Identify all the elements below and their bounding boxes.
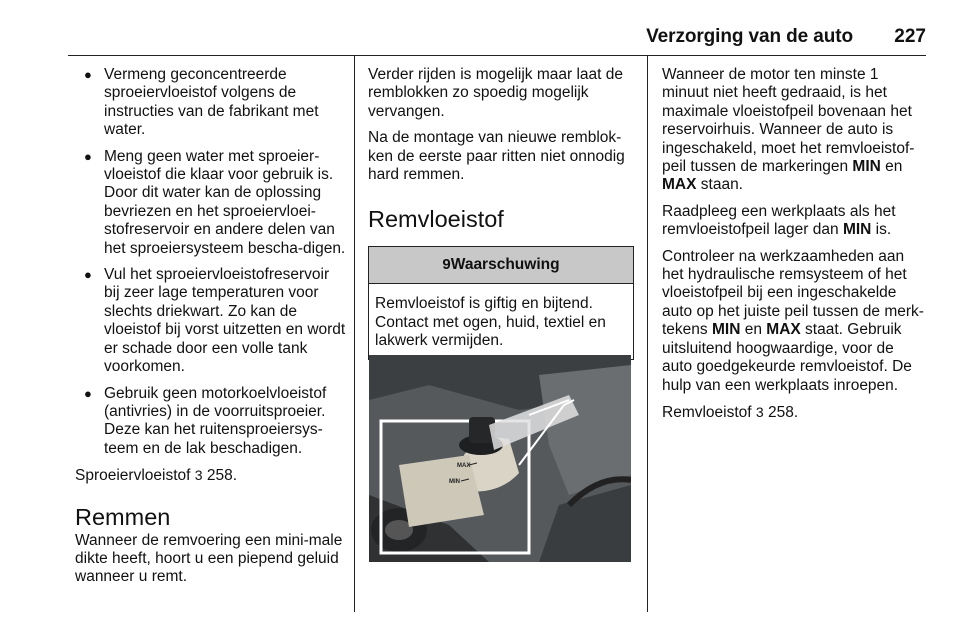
bullet-icon: ● (84, 148, 92, 164)
col3-paragraph-2: Raadpleeg een werkplaats als het remvloeistofpeil lager dan MIN is. (662, 202, 896, 239)
column-1 (75, 66, 347, 595)
column-2 (368, 66, 634, 380)
column-3 (662, 66, 928, 430)
warning-body: Remvloeistof is giftig en bijtend. Contact met ogen, huid, textiel en lakwerk vermijden. (375, 295, 606, 350)
bullet-icon: ● (84, 267, 92, 283)
bullet-icon: ● (84, 385, 92, 401)
header-rule (68, 55, 926, 56)
bullet-icon: ● (84, 67, 92, 82)
brake-fluid-reference[interactable]: Remvloeistof 3 258. (662, 403, 799, 421)
washer-fluid-bullets (75, 66, 347, 458)
warning-triangle-icon: 9 (442, 256, 451, 274)
marker-min: MIN (852, 158, 881, 176)
page-reference-icon: 3 (194, 467, 203, 484)
col2-paragraph-1: Verder rijden is mogelijk maar laat de remblokken zo spoedig mogelijk vervangen. (368, 66, 624, 120)
list-item: ● Vul het sproeiervloeistofreservoir bij zeer lage temperaturen voor slechts driekwart. Zo kan de vloeistof bij vorst uitzetten en wordt er schade door een volle tank voorkomen. (84, 266, 346, 376)
page-number: 227 (894, 26, 926, 47)
section-title: Verzorging van de auto (646, 26, 853, 47)
photo-min-label: MIN (449, 479, 460, 485)
list-item: ● Vermeng geconcentreerde sproeiervloeistof volgens de instructies van de fabrikant met water. (84, 66, 319, 139)
warning-header (369, 247, 633, 284)
page-reference-icon: 3 (755, 403, 764, 420)
washer-fluid-reference[interactable]: Sproeiervloeistof 3 258. (75, 467, 238, 485)
marker-min: MIN (711, 321, 741, 339)
marker-min: MIN (842, 221, 872, 239)
page-header (0, 0, 960, 56)
brake-fluid-reservoir-photo (369, 355, 631, 562)
photo-max-label: MAX (457, 463, 471, 469)
warning-box (368, 246, 634, 359)
warning-title: Waarschuwing (450, 256, 560, 274)
heading-remvloeistof: Remvloeistof (368, 206, 504, 233)
brakes-paragraph: Wanneer de remvoering een mini-male dikte heeft, hoort u een piepend geluid wanneer u remt. (75, 531, 343, 586)
marker-max: MAX (766, 321, 801, 339)
heading-remmen: Remmen (75, 503, 171, 530)
col3-paragraph-3: Controleer na werkzaamheden aan het hydraulische remsysteem of het vloeistofpeil bij een ingeschakelde auto op het juiste peil tussen de merk-tekens MIN en MAX staat. Gebruik uitsluitend hoogwaardige, voor de auto goedgekeurde remvloeistof. De hulp van een werkplaats inroepen. (662, 247, 924, 394)
col3-paragraph-1: Wanneer de motor ten minste 1 minuut niet heeft gedraaid, is het maximale vloeistofpeil bovenaan het reservoirhuis. Wanneer de auto is ingeschakeld, moet het remvloeistof-peil tussen de markeringen MIN en MAX staan. (662, 66, 915, 194)
marker-max: MAX (662, 176, 697, 194)
column-divider-1 (354, 56, 355, 612)
list-item: ● Meng geen water met sproeier-vloeistof die klaar voor gebruik is. Door dit water kan de oplossing bevriezen en het sproeiervloei-stofreservoir en andere delen van het sproeiersysteem bescha-digen. (84, 147, 346, 257)
col2-paragraph-2: Na de montage van nieuwe remblok-ken de eerste paar ritten niet onnodig hard remmen. (368, 129, 625, 184)
column-divider-2 (647, 56, 648, 612)
list-item: ● Gebruik geen motorkoelvloeistof (antivries) in de voorruitsproeier. Deze kan het ruitensproeiersys-teem en de lak beschadigen. (84, 384, 327, 457)
